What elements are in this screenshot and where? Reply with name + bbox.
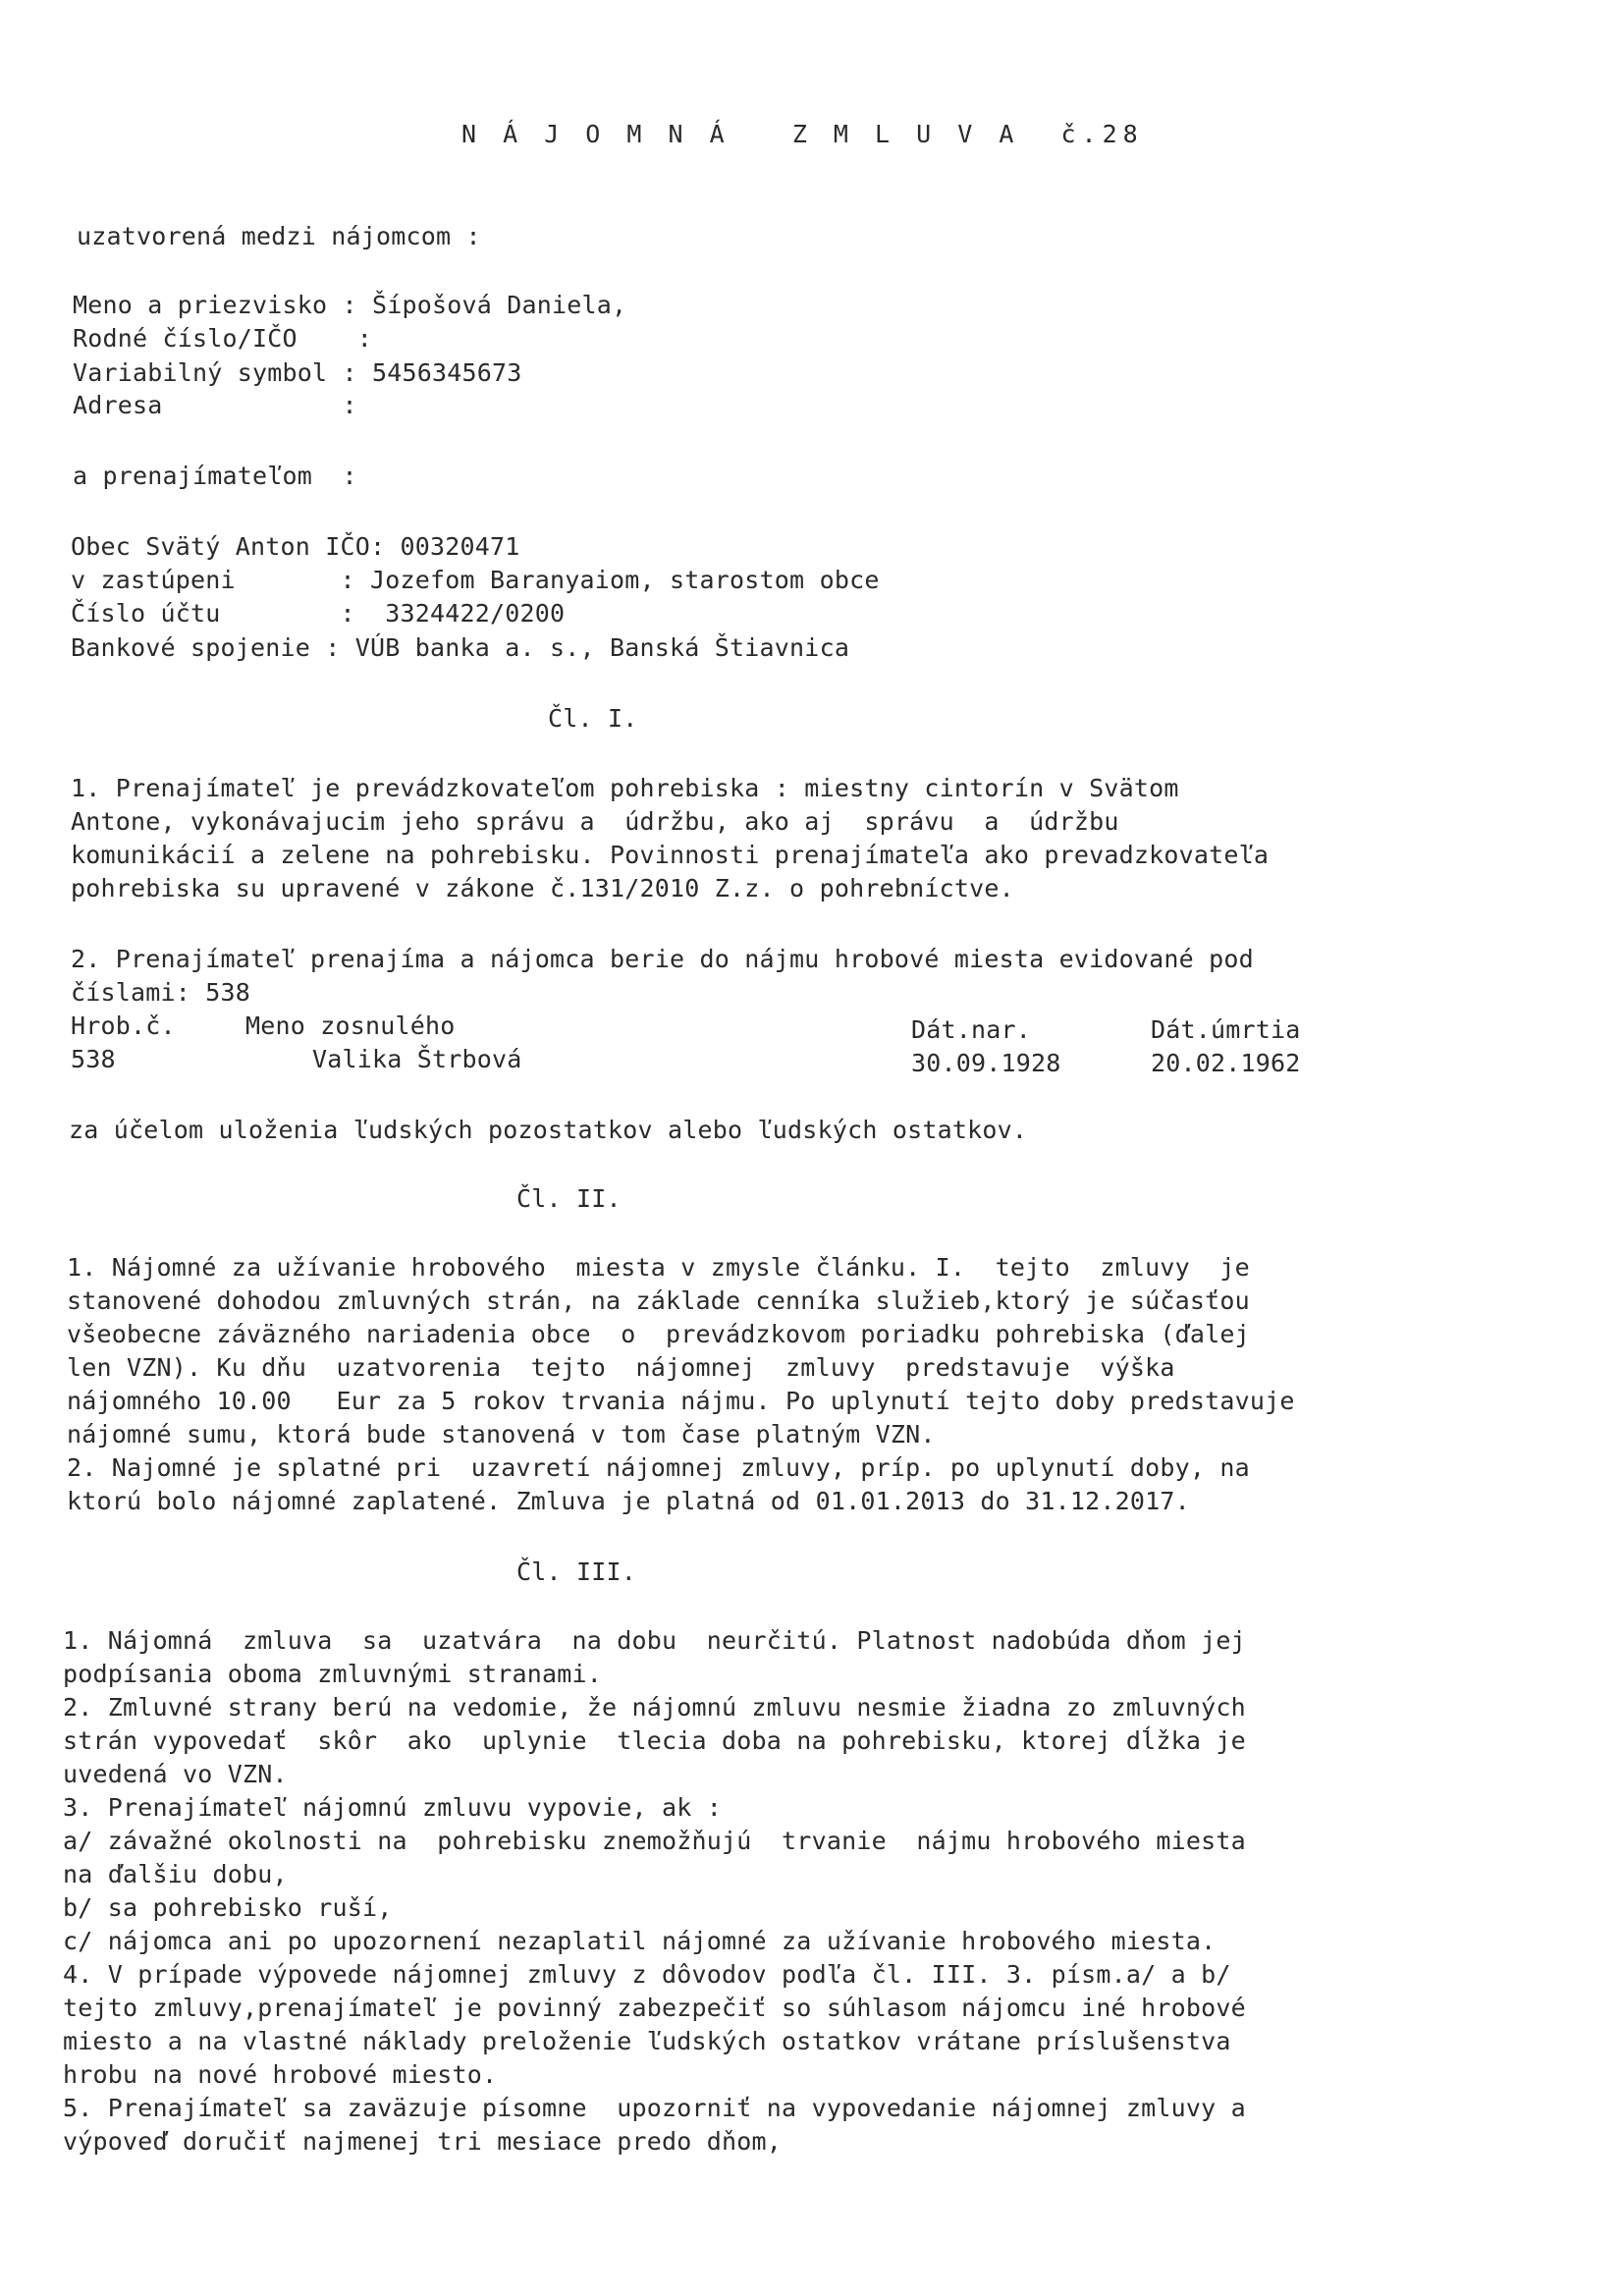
art1-p2-line: 2. Prenajímateľ prenajíma a nájomca berie do nájmu hrobové miesta evidované pod xyxy=(71,945,1254,973)
art1-p1-line: komunikácií a zelene na pohrebisku. Povinnosti prenajímateľa ako prevadzkovateľa xyxy=(71,841,1270,869)
art1-p1-line: 1. Prenajímateľ je prevádzkovateľom pohrebiska : miestny cintorín v Svätom xyxy=(71,774,1179,802)
art3-line: uvedená vo VZN. xyxy=(63,1760,288,1788)
grave-table-cell-death: 20.02.1962 xyxy=(1151,1049,1301,1077)
landlord-bank-row: Bankové spojenie : VÚB banka a. s., Banská Štiavnica xyxy=(71,633,850,662)
tenant-address-row: Adresa : xyxy=(73,391,357,419)
article-3-heading: Čl. III. xyxy=(516,1558,637,1586)
art1-purpose-line: za účelom uloženia ľudských pozostatkov alebo ľudských ostatkov. xyxy=(69,1116,1028,1144)
landlord-rep-row: v zastúpeni : Jozefom Baranyaiom, starostom obce xyxy=(71,566,880,594)
art3-line: podpísania oboma zmluvnými stranami. xyxy=(63,1660,603,1688)
art3-line: 4. V prípade výpovede nájomnej zmluvy z dôvodov podľa čl. III. 3. písm.a/ a b/ xyxy=(63,1960,1231,1989)
tenant-id-row: Rodné číslo/IČO : xyxy=(73,324,373,353)
intro-line: uzatvorená medzi nájomcom : xyxy=(77,222,481,250)
grave-table-header-birth: Dát.nar. xyxy=(911,1015,1032,1044)
article-1-heading: Čl. I. xyxy=(548,704,638,733)
art3-line: a/ závažné okolnosti na pohrebisku znemožňujú trvanie nájmu hrobového miesta xyxy=(63,1827,1246,1855)
art3-line: 2. Zmluvné strany berú na vedomie, že nájomnú zmluvu nesmie žiadna zo zmluvných xyxy=(63,1693,1246,1722)
tenant-name-row: Meno a priezvisko : Šípošová Daniela, xyxy=(73,291,627,319)
art2-line: len VZN). Ku dňu uzatvorenia tejto nájomnej zmluvy predstavuje výška xyxy=(67,1353,1175,1382)
art3-line: 1. Nájomná zmluva sa uzatvára na dobu neurčitú. Platnost nadobúda dňom jej xyxy=(63,1626,1246,1655)
art3-line: 3. Prenajímateľ nájomnú zmluvu vypovie, ak : xyxy=(63,1793,723,1822)
art1-p1-line: Antone, vykonávajucim jeho správu a údržbu, ako aj správu a údržbu xyxy=(71,807,1119,836)
grave-table-header-death: Dát.úmrtia xyxy=(1151,1015,1301,1044)
article-2-heading: Čl. II. xyxy=(516,1184,622,1213)
art2-line: nájomného 10.00 Eur za 5 rokov trvania nájmu. Po uplynutí tejto doby predstavuje xyxy=(67,1387,1295,1415)
art2-line: ktorú bolo nájomné zaplatené. Zmluva je platná od 01.01.2013 do 31.12.2017. xyxy=(67,1487,1190,1515)
landlord-intro-line: a prenajímateľom : xyxy=(73,462,357,490)
art3-line: b/ sa pohrebisko ruší, xyxy=(63,1893,393,1922)
art2-line: všeobecne záväzného nariadenia obce o prevádzkovom poriadku pohrebiska (ďalej xyxy=(67,1320,1250,1348)
art3-line: 5. Prenajímateľ sa zaväzuje písomne upozorniť na vypovedanie nájomnej zmluvy a xyxy=(63,2094,1246,2122)
grave-table-cell-number: 538 xyxy=(71,1045,116,1073)
grave-table-header-name: Meno zosnulého xyxy=(245,1011,456,1040)
art3-line: miesto a na vlastné náklady preloženie ľudských ostatkov vrátane príslušenstva xyxy=(63,2027,1231,2055)
document-title: N Á J O M N Á Z M L U V A č.28 xyxy=(461,120,1144,148)
art1-p1-line: pohrebiska su upravené v zákone č.131/2010 Z.z. o pohrebníctve. xyxy=(71,874,1014,902)
grave-table-cell-name: Valika Štrbová xyxy=(312,1045,522,1073)
art2-line: 2. Najomné je splatné pri uzavretí nájomnej zmluvy, príp. po uplynutí doby, na xyxy=(67,1453,1250,1482)
grave-table-cell-birth: 30.09.1928 xyxy=(911,1049,1061,1077)
landlord-account-row: Číslo účtu : 3324422/0200 xyxy=(71,599,566,628)
grave-table-header-number: Hrob.č. xyxy=(71,1011,176,1040)
art3-line: strán vypovedať skôr ako uplynie tlecia doba na pohrebisku, ktorej dĺžka je xyxy=(63,1726,1246,1755)
art1-p2-line: číslami: 538 xyxy=(71,978,251,1007)
art3-line: výpoveď doručiť najmenej tri mesiace predo dňom, xyxy=(63,2127,783,2156)
art3-line: na ďalšiu dobu, xyxy=(63,1860,288,1888)
art2-line: nájomné sumu, ktorá bude stanovená v tom čase platným VZN. xyxy=(67,1420,936,1449)
art2-line: stanovené dohodou zmluvných strán, na základe cenníka služieb,ktorý je súčasťou xyxy=(67,1286,1250,1315)
art3-line: tejto zmluvy,prenajímateľ je povinný zabezpečiť so súhlasom nájomcu iné hrobové xyxy=(63,1994,1246,2022)
art2-line: 1. Nájomné za užívanie hrobového miesta v zmysle článku. I. tejto zmluvy je xyxy=(67,1253,1250,1282)
landlord-name-row: Obec Svätý Anton IČO: 00320471 xyxy=(71,532,520,561)
tenant-vs-row: Variabilný symbol : 5456345673 xyxy=(73,358,522,387)
art3-line: hrobu na nové hrobové miesto. xyxy=(63,2060,498,2089)
art3-line: c/ nájomca ani po upozornení nezaplatil nájomné za užívanie hrobového miesta. xyxy=(63,1927,1217,1955)
